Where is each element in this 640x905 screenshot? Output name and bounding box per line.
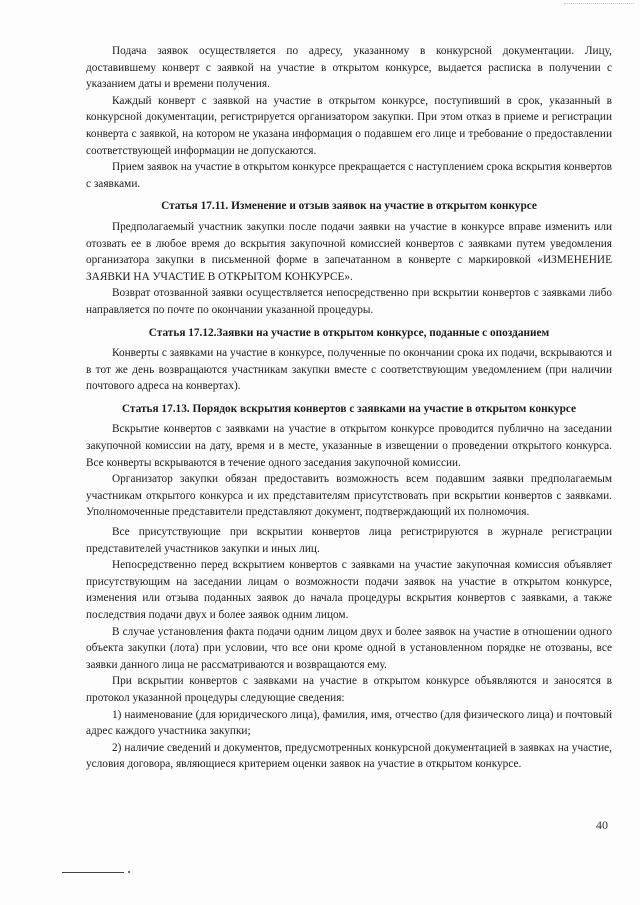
paragraph: Все присутствующие при вскрытии конвертов лица регистрируются в журнале регистрации представителей участников закупки и иных лиц.: [86, 526, 612, 555]
paragraph: Вскрытие конвертов с заявками на участие в открытом конкурсе проводится публично на заседании закупочной комиссии на дату, время и в месте, указанные в извещении о проведении открытого конкурса. Все конверты вскрываются в течение одного заседания закупочной комиссии.: [86, 423, 612, 469]
paragraph: Непосредственно перед вскрытием конвертов с заявками на участие закупочная комиссия объявляет присутствующим на заседании лицам о возможности подачи заявок на участие в открытом конкурсе, изменения или отзыва поданных заявок до начала процедуры вскрытия конвертов с заявками, а также последствия подачи двух и более заявок одним лицом.: [86, 559, 612, 621]
page-number: 40: [596, 818, 608, 832]
paragraph: Предполагаемый участник закупки после подачи заявки на участие в конкурсе вправе изменить или отозвать ее в любое время до вскрытия закупочной комиссией конвертов с заявками путем уведомления организатора закупки в письменной форме в запечатанном в конверте с маркировкой «ИЗМЕНЕНИЕ ЗАЯВКИ НА УЧАСТИЕ В ОТКРЫТОМ КОНКУРСЕ».: [86, 220, 612, 283]
article-heading-17-12: Статья 17.12.Заявки на участие в открытом конкурсе, поданные с опозданием: [148, 326, 550, 339]
scan-mark: [564, 3, 634, 7]
footer-rule: [62, 872, 124, 873]
list-item: 2) наличие сведений и документов, предусмотренных конкурсной документацией в заявках на участие, условия договора, являющиеся критерием оценки заявок на участие в открытом конкурсе.: [86, 741, 612, 771]
article-heading-17-11: Статья 17.11. Изменение и отзыв заявок на участие в открытом конкурсе: [161, 200, 537, 213]
footer-mark: [128, 871, 130, 873]
list-item: 1) наименование (для юридического лица), фамилия, имя, отчество (для физического лица) и почтовый адрес каждого участника закупки;: [86, 708, 612, 738]
paragraph: Возврат отозванной заявки осуществляется непосредственно при вскрытии конвертов с заявками либо направляется по почте по окончании указанной процедуры.: [86, 287, 612, 316]
article-heading-17-13: Статья 17.13. Порядок вскрытия конвертов с заявками на участие в открытом конкурсе: [121, 402, 577, 415]
document-body: [86, 43, 612, 773]
paragraph: При вскрытии конвертов с заявками на участие в открытом конкурсе объявляются и заносятся в протокол указанной процедуры следующие сведения:: [86, 675, 612, 704]
paragraph: Организатор закупки обязан предоставить возможность всем подавшим заявки предполагаемым участникам открытого конкурса и их представителям присутствовать при вскрытии конвертов с заявками. Уполномоченные представители представляют документ, подтверждающий их полномочия.: [86, 473, 612, 519]
paragraph: Каждый конверт с заявкой на участие в открытом конкурсе, поступивший в срок, указанный в конкурсной документации, регистрируется организатором закупки. При этом отказ в приеме и регистрации конверта с заявкой, на котором не указана информация о подавшем его лице и требование о предоставлении соответствующей информации не допускаются.: [86, 94, 612, 157]
paragraph: Конверты с заявками на участие в конкурсе, полученные по окончании срока их подачи, вскрываются и в тот же день возвращаются участникам закупки вместе с соответствующим уведомлением (при наличии почтового адреса на конвертах).: [86, 347, 612, 393]
paragraph: Подача заявок осуществляется по адресу, указанному в конкурсной документации. Лицу, доставившему конверт с заявкой на участие в открытом конкурсе, выдается расписка в получении с указанием даты и времени получения.: [86, 45, 612, 91]
paragraph: Прием заявок на участие в открытом конкурсе прекращается с наступлением срока вскрытия конвертов с заявками.: [86, 161, 612, 190]
paragraph: В случае установления факта подачи одним лицом двух и более заявок на участие в отношении одного объекта закупки (лота) при условии, что все они кроме одной в установленном порядке не отозваны, все заявки данного лица не рассматриваются и возвращаются ему.: [86, 625, 612, 671]
